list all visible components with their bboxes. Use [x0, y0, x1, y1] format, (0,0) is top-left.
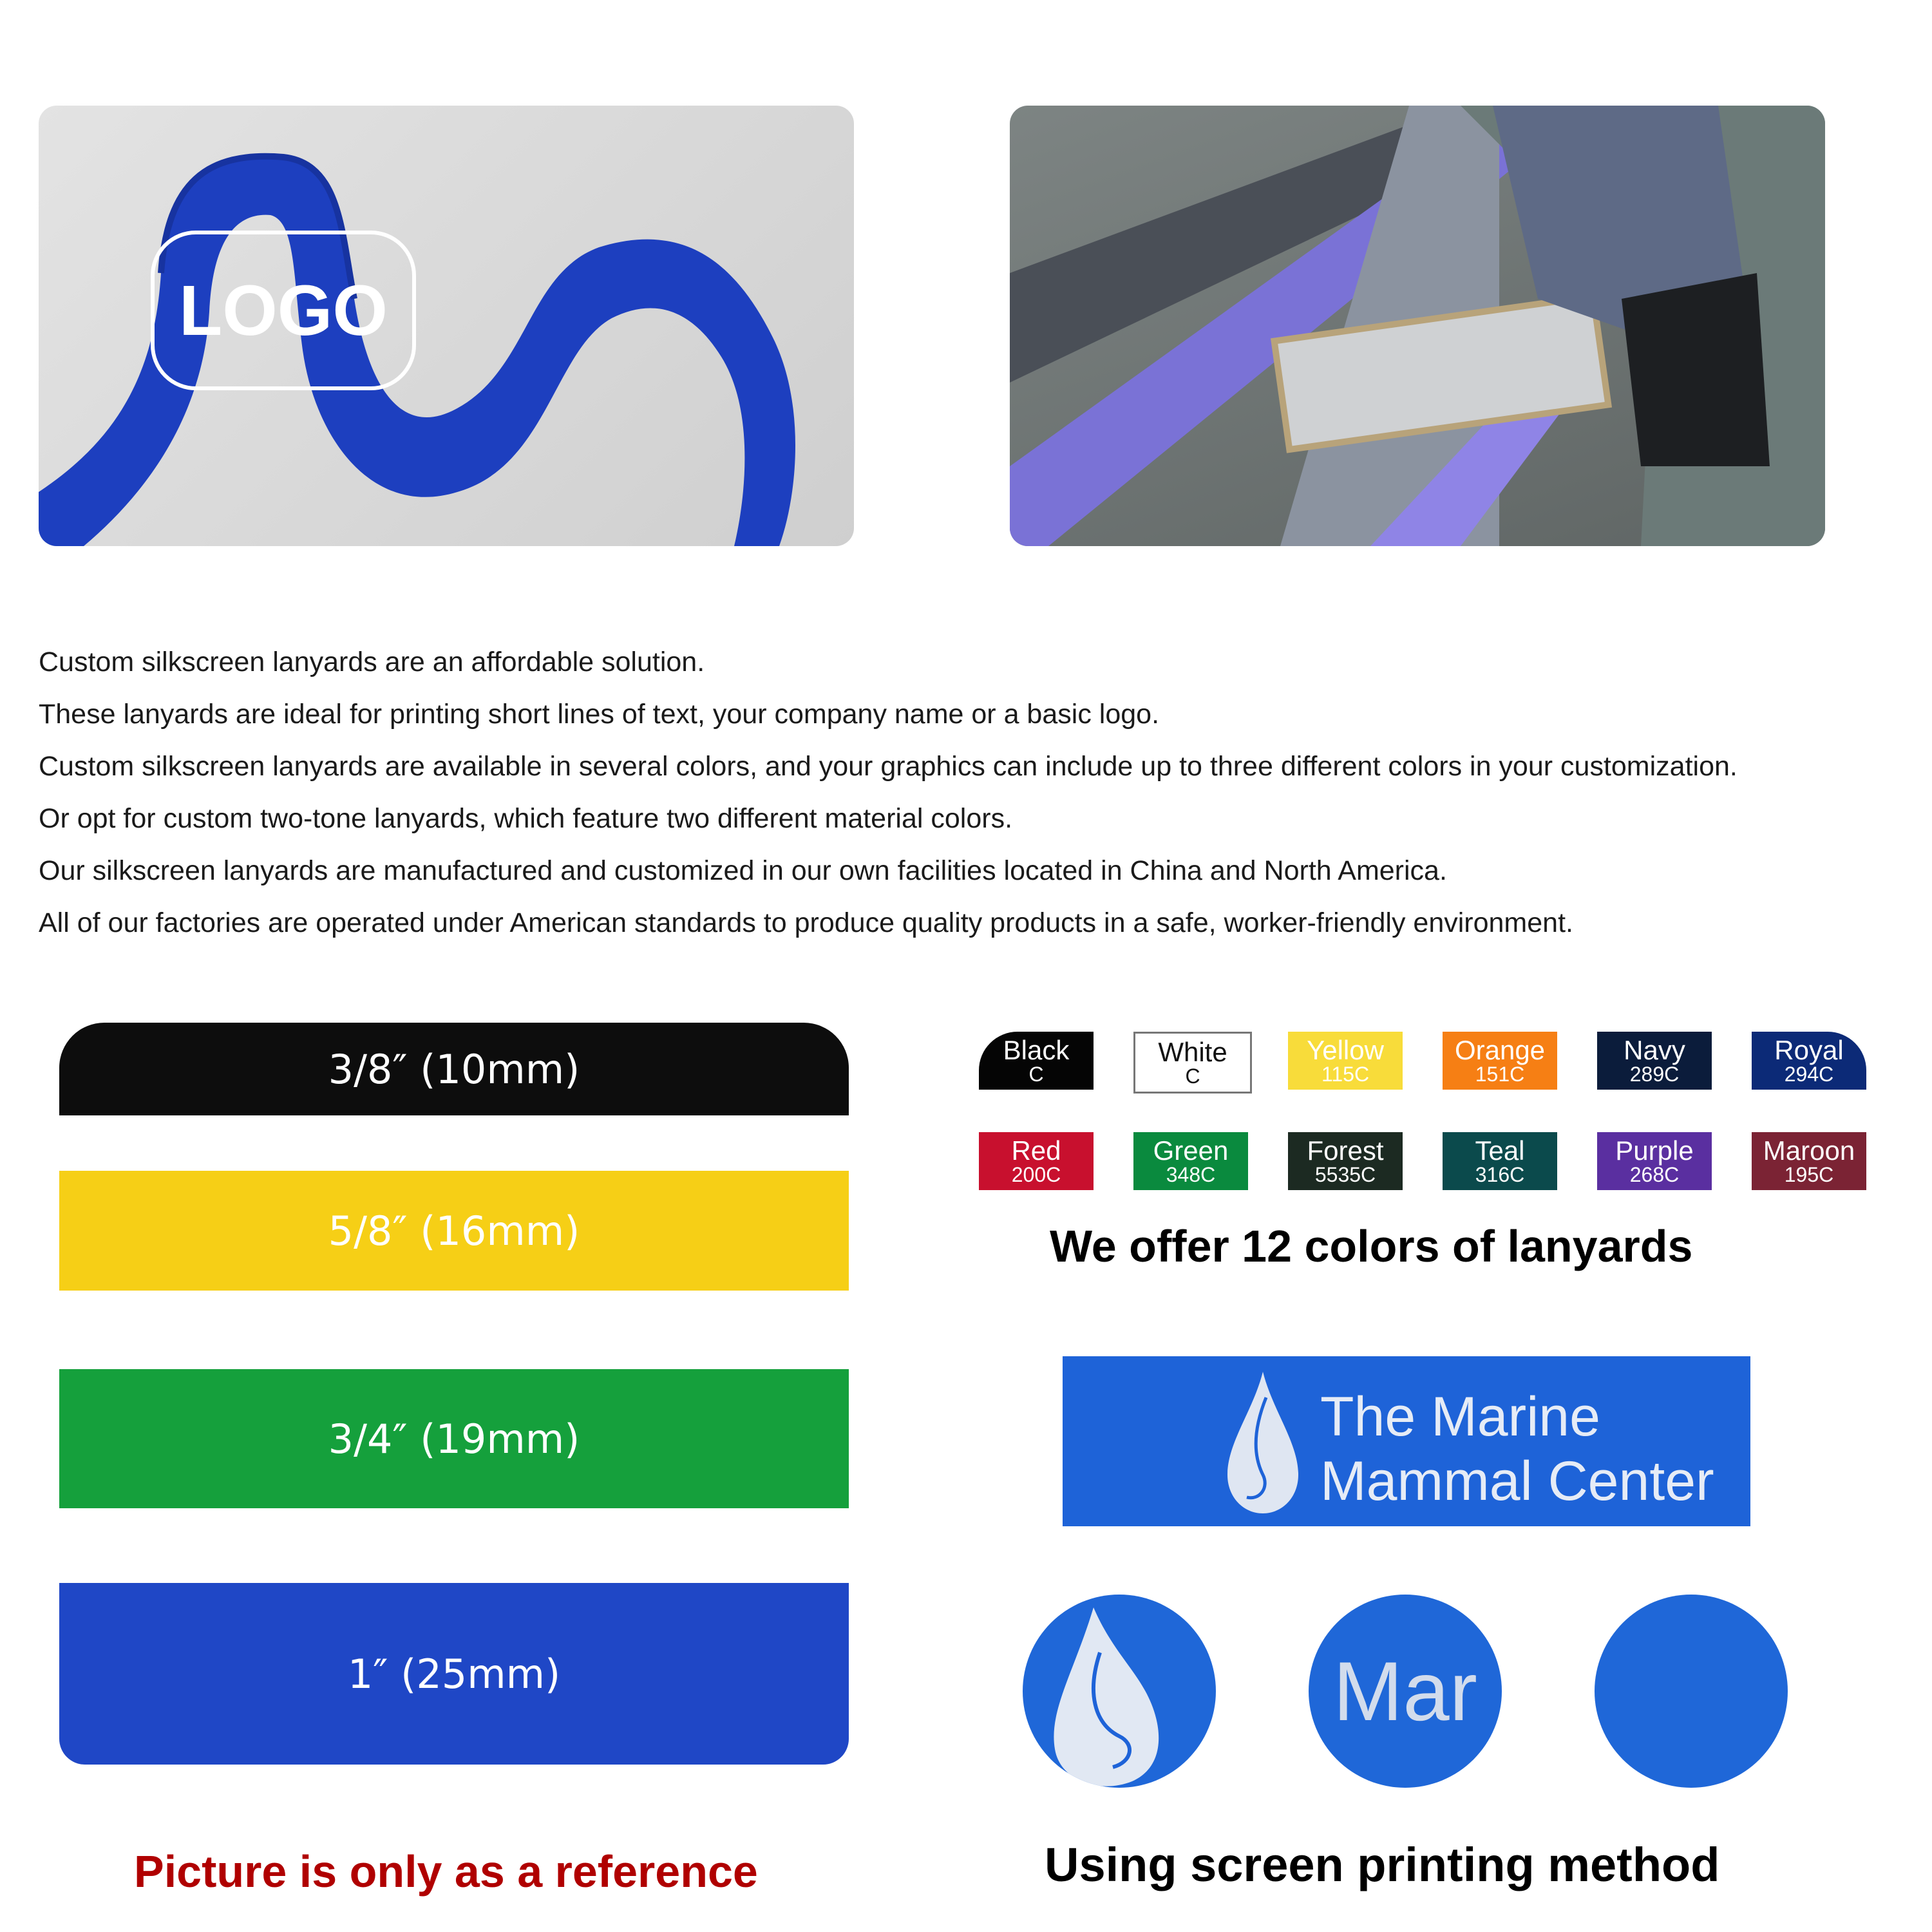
swatch-code: 5535C — [1314, 1163, 1376, 1186]
intro-line: All of our factories are operated under American standards to produce quality products in a safe, worker-friendly environment. — [39, 907, 1573, 938]
water-drop-icon — [1227, 1372, 1298, 1513]
closeup-drop-circle — [1023, 1595, 1216, 1788]
screen-printing-photo — [1010, 106, 1825, 546]
swatch-code: 151C — [1475, 1063, 1525, 1086]
swatch-code: 115C — [1321, 1063, 1370, 1086]
banner-text — [1320, 1385, 1714, 1513]
color-swatch-maroon — [1752, 1132, 1866, 1190]
swatch-name: Maroon — [1763, 1135, 1855, 1166]
width-strip-16mm: 5/8″ (16mm) — [59, 1171, 849, 1291]
color-swatch-orange — [1443, 1032, 1557, 1090]
intro-paragraph — [39, 636, 1893, 949]
method-title: Using screen printing method — [1045, 1838, 1720, 1891]
swatch-name: Green — [1153, 1135, 1229, 1166]
swatch-name: Black — [1003, 1035, 1070, 1065]
printing-illustration — [1010, 106, 1825, 546]
swatch-name: Orange — [1454, 1035, 1546, 1065]
width-strip-10mm: 3/8″ (10mm) — [59, 1023, 849, 1115]
swatch-code: 348C — [1166, 1163, 1216, 1186]
swatch-name: Yellow — [1307, 1035, 1384, 1065]
swatch-code: 316C — [1475, 1163, 1525, 1186]
width-strip-25mm: 1″ (25mm) — [59, 1583, 849, 1765]
water-drop-icon — [1023, 1595, 1216, 1788]
color-swatch-navy — [1597, 1032, 1712, 1090]
intro-line: These lanyards are ideal for printing short lines of text, your company name or a basic logo. — [39, 699, 1160, 730]
swatch-name: Navy — [1624, 1035, 1685, 1065]
closeup-fabric-circle — [1595, 1595, 1788, 1788]
swatch-name: Teal — [1475, 1135, 1525, 1166]
banner-line-2: Mammal Center — [1320, 1450, 1714, 1512]
color-swatch-yellow — [1288, 1032, 1403, 1090]
swatch-code: C — [1185, 1065, 1200, 1088]
color-swatch-purple — [1597, 1132, 1712, 1190]
intro-line: Custom silkscreen lanyards are available in several colors, and your graphics can include up to three different colors in your customization. — [39, 751, 1738, 782]
intro-line: Our silkscreen lanyards are manufactured and customized in our own facilities located in China and North America. — [39, 855, 1447, 886]
swatch-code: 195C — [1784, 1163, 1834, 1186]
width-strip-19mm: 3/4″ (19mm) — [59, 1369, 849, 1508]
color-swatch-royal — [1752, 1032, 1866, 1090]
banner-line-1: The Marine — [1320, 1386, 1600, 1448]
colors-title: We offer 12 colors of lanyards — [1050, 1221, 1693, 1271]
swatch-name: Purple — [1615, 1135, 1694, 1166]
swatch-name: White — [1158, 1037, 1227, 1067]
swatch-code: 289C — [1629, 1063, 1680, 1086]
color-swatch-teal — [1443, 1132, 1557, 1190]
swatch-name: Red — [1011, 1135, 1061, 1166]
swatch-name: Royal — [1774, 1035, 1844, 1065]
intro-line: Custom silkscreen lanyards are an affordable solution. — [39, 647, 705, 677]
intro-line: Or opt for custom two-tone lanyards, which feature two different material colors. — [39, 803, 1013, 834]
color-swatch-red — [979, 1132, 1094, 1190]
color-swatch-green — [1133, 1132, 1248, 1190]
swatch-code: 200C — [1011, 1163, 1061, 1186]
swatch-code: C — [1028, 1063, 1044, 1086]
color-swatch-black — [979, 1032, 1094, 1090]
closeup-text-circle — [1309, 1595, 1502, 1788]
closeup-text: Mar — [1333, 1644, 1477, 1738]
swatch-code: 268C — [1629, 1163, 1680, 1186]
color-swatch-white — [1133, 1032, 1252, 1094]
swatch-name: Forest — [1307, 1135, 1384, 1166]
lanyard-logo-photo — [39, 106, 854, 546]
swatch-code: 294C — [1784, 1063, 1834, 1086]
reference-note: Picture is only as a reference — [134, 1846, 758, 1897]
logo-badge: LOGO — [151, 231, 416, 390]
color-swatch-forest — [1288, 1132, 1403, 1190]
